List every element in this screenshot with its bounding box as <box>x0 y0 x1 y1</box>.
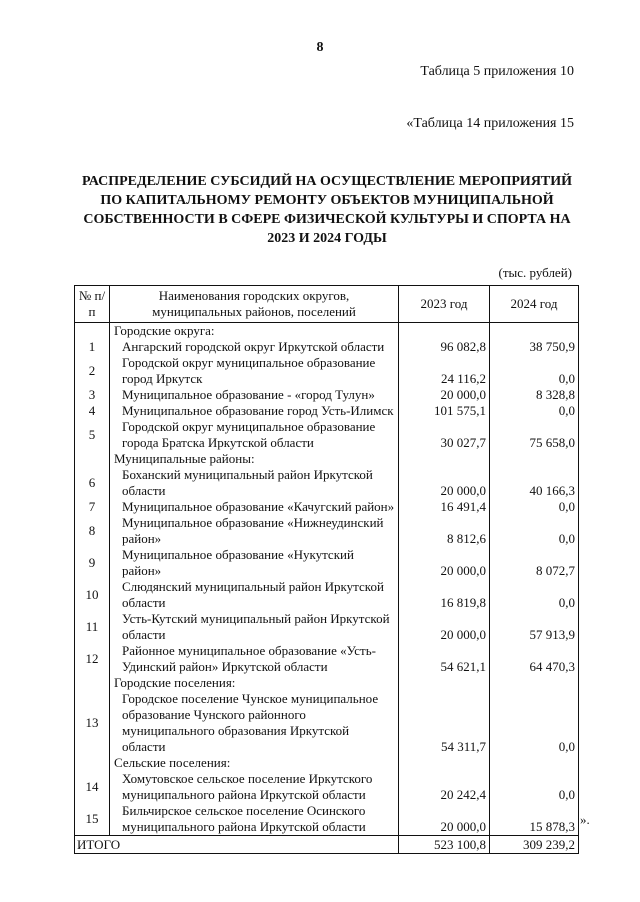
section-row <box>75 755 579 771</box>
table-reference-current: Таблица 5 приложения 10 <box>420 64 574 79</box>
row-number: 4 <box>75 403 110 419</box>
section-label: Сельские поселения: <box>110 755 399 771</box>
value-2024 <box>490 755 579 771</box>
value-2023 <box>399 451 490 467</box>
value-2023: 16 491,4 <box>399 499 490 515</box>
value-2024: 0,0 <box>490 355 579 387</box>
value-2024: 0,0 <box>490 403 579 419</box>
value-2024: 0,0 <box>490 579 579 611</box>
row-number <box>75 675 110 691</box>
value-2024: 0,0 <box>490 771 579 803</box>
section-label: Муниципальные районы: <box>110 451 399 467</box>
value-2023: 30 027,7 <box>399 419 490 451</box>
value-2023: 8 812,6 <box>399 515 490 547</box>
municipality-name: Муниципальное образование «Качугский район» <box>110 499 399 515</box>
value-2023 <box>399 755 490 771</box>
municipality-name: Городское поселение Чунское муниципальное образование Чунского районного муниципального образования Иркутской области <box>110 691 399 755</box>
table-row <box>75 339 579 355</box>
value-2024: 15 878,3 <box>490 803 579 836</box>
row-number <box>75 755 110 771</box>
table-row <box>75 419 579 451</box>
value-2024: 0,0 <box>490 515 579 547</box>
row-number: 15 <box>75 803 110 836</box>
row-number: 9 <box>75 547 110 579</box>
value-2023 <box>399 675 490 691</box>
table-row <box>75 387 579 403</box>
header-2023: 2023 год <box>399 286 490 323</box>
value-2024 <box>490 451 579 467</box>
value-2023: 16 819,8 <box>399 579 490 611</box>
header-num: № п/п <box>75 286 110 323</box>
table-row <box>75 403 579 419</box>
value-2024: 8 072,7 <box>490 547 579 579</box>
municipality-name: Муниципальное образование - «город Тулун» <box>110 387 399 403</box>
row-number: 5 <box>75 419 110 451</box>
row-number: 6 <box>75 467 110 499</box>
table-total-row <box>75 836 579 854</box>
section-label: Городские округа: <box>110 323 399 340</box>
municipality-name: Усть-Кутский муниципальный район Иркутской области <box>110 611 399 643</box>
value-2024 <box>490 323 579 340</box>
municipality-name: Ангарский городской округ Иркутской области <box>110 339 399 355</box>
section-row <box>75 675 579 691</box>
value-2023: 54 311,7 <box>399 691 490 755</box>
header-2024: 2024 год <box>490 286 579 323</box>
table-row <box>75 691 579 755</box>
municipality-name: Районное муниципальное образование «Усть-Удинский район» Иркутской области <box>110 643 399 675</box>
value-2024: 64 470,3 <box>490 643 579 675</box>
value-2024: 57 913,9 <box>490 611 579 643</box>
municipality-name: Хомутовское сельское поселение Иркутского муниципального района Иркутской области <box>110 771 399 803</box>
page-number: 8 <box>316 40 324 55</box>
value-2024: 38 750,9 <box>490 339 579 355</box>
row-number: 13 <box>75 691 110 755</box>
municipality-name: Муниципальное образование город Усть-Илимск <box>110 403 399 419</box>
row-number: 3 <box>75 387 110 403</box>
table-row <box>75 499 579 515</box>
table-row <box>75 643 579 675</box>
value-2023: 20 000,0 <box>399 547 490 579</box>
value-2023: 20 000,0 <box>399 611 490 643</box>
table-row <box>75 355 579 387</box>
table-body <box>75 323 579 836</box>
municipality-name: Боханский муниципальный район Иркутской области <box>110 467 399 499</box>
row-number: 14 <box>75 771 110 803</box>
section-row <box>75 323 579 340</box>
row-number: 2 <box>75 355 110 387</box>
total-2024: 309 239,2 <box>490 836 579 854</box>
value-2023 <box>399 323 490 340</box>
value-2024: 40 166,3 <box>490 467 579 499</box>
table-header-row <box>75 286 579 323</box>
municipality-name: Слюдянский муниципальный район Иркутской области <box>110 579 399 611</box>
table-row <box>75 803 579 836</box>
value-2023: 54 621,1 <box>399 643 490 675</box>
value-2023: 20 242,4 <box>399 771 490 803</box>
municipality-name: Городской округ муниципальное образование город Иркутск <box>110 355 399 387</box>
subsidy-table <box>74 285 579 854</box>
value-2024: 8 328,8 <box>490 387 579 403</box>
closing-quote: ». <box>580 812 590 827</box>
value-2023: 20 000,0 <box>399 803 490 836</box>
section-row <box>75 451 579 467</box>
value-2024: 0,0 <box>490 499 579 515</box>
value-2023: 96 082,8 <box>399 339 490 355</box>
document-title: РАСПРЕДЕЛЕНИЕ СУБСИДИЙ НА ОСУЩЕСТВЛЕНИЕ МЕРОПРИЯТИЙ ПО КАПИТАЛЬНОМУ РЕМОНТУ ОБЪЕКТОВ МУНИЦИПАЛЬНОЙ СОБСТВЕННОСТИ В СФЕРЕ ФИЗИЧЕСКОЙ КУЛЬТУРЫ И СПОРТА НА 2023 И 2024 ГОДЫ <box>81 174 573 246</box>
municipality-name: Бильчирское сельское поселение Осинского муниципального района Иркутской области <box>110 803 399 836</box>
total-label: ИТОГО <box>75 836 399 854</box>
table-row <box>75 771 579 803</box>
section-label: Городские поселения: <box>110 675 399 691</box>
value-2023: 101 575,1 <box>399 403 490 419</box>
row-number: 7 <box>75 499 110 515</box>
value-2024: 75 658,0 <box>490 419 579 451</box>
header-name: Наименования городских округов, муниципальных районов, поселений <box>110 286 399 323</box>
value-2023: 24 116,2 <box>399 355 490 387</box>
municipality-name: Муниципальное образование «Нижнеудинский район» <box>110 515 399 547</box>
row-number: 1 <box>75 339 110 355</box>
row-number <box>75 451 110 467</box>
row-number: 10 <box>75 579 110 611</box>
table-reference-new: «Таблица 14 приложения 15 <box>406 116 574 131</box>
municipality-name: Муниципальное образование «Нукутский район» <box>110 547 399 579</box>
table-row <box>75 579 579 611</box>
municipality-name: Городской округ муниципальное образование города Братска Иркутской области <box>110 419 399 451</box>
table-row <box>75 515 579 547</box>
units-label: (тыс. рублей) <box>498 265 572 280</box>
table-row <box>75 547 579 579</box>
row-number: 12 <box>75 643 110 675</box>
table-row <box>75 467 579 499</box>
value-2023: 20 000,0 <box>399 467 490 499</box>
value-2023: 20 000,0 <box>399 387 490 403</box>
row-number <box>75 323 110 340</box>
row-number: 8 <box>75 515 110 547</box>
table-row <box>75 611 579 643</box>
value-2024 <box>490 675 579 691</box>
total-2023: 523 100,8 <box>399 836 490 854</box>
value-2024: 0,0 <box>490 691 579 755</box>
row-number: 11 <box>75 611 110 643</box>
